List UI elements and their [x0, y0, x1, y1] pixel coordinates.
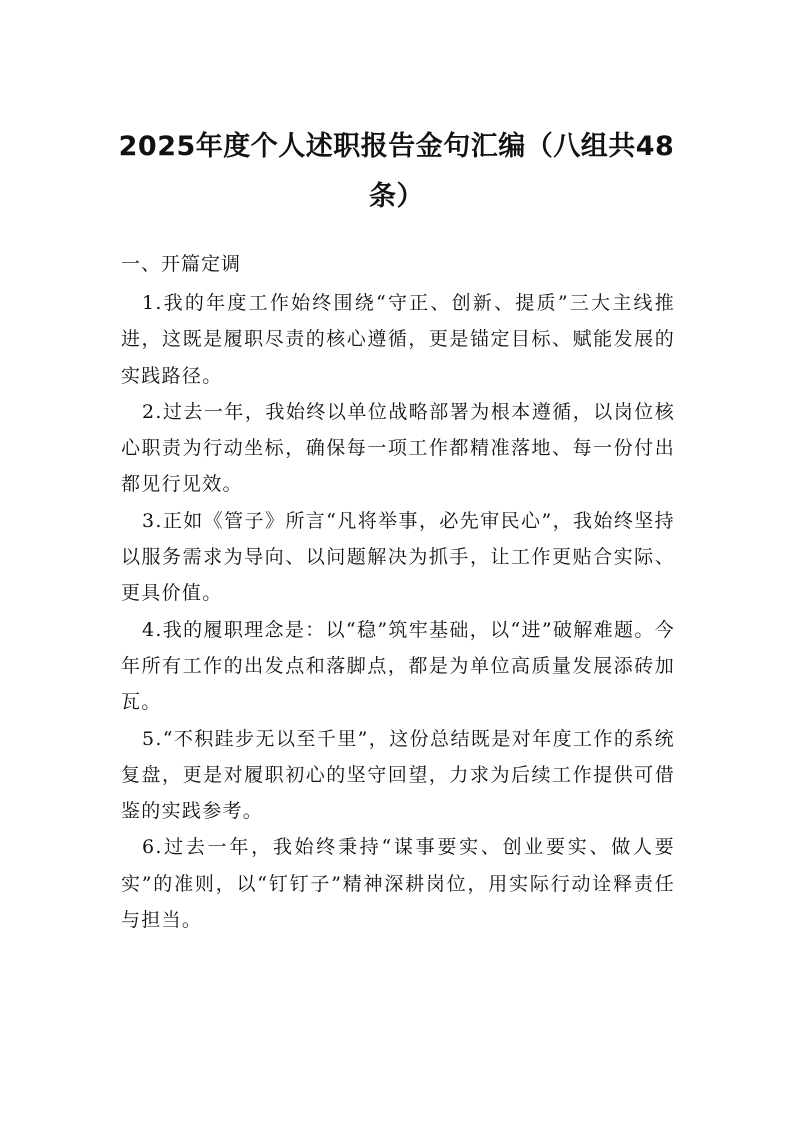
- document-title: 2025年度个人述职报告金句汇编（八组共48条）: [118, 131, 675, 212]
- paragraph-2: 2.过去一年，我始终以单位战略部署为根本遵循，以岗位核心职责为行动坐标，确保每一项工作都精准落地、每一份付出都见行见效。: [121, 400, 675, 496]
- paragraph-5: 5.“不积跬步无以至千里”，这份总结既是对年度工作的系统复盘，更是对履职初心的坚守回望，力求为后续工作提供可借鉴的实践参考。: [121, 727, 675, 823]
- document-body: [121, 285, 675, 938]
- paragraph-6: 6.过去一年，我始终秉持“谋事要实、创业要实、做人要实”的准则，以“钉钉子”精神深耕岗位，用实际行动诠释责任与担当。: [121, 836, 675, 932]
- paragraph-1: 1.我的年度工作始终围绕“守正、创新、提质”三大主线推进，这既是履职尽责的核心遵循，更是锚定目标、赋能发展的实践路径。: [121, 292, 675, 387]
- paragraph-3: 3.正如《管子》所言“凡将举事，必先审民心”，我始终坚持以服务需求为导向、以问题解决为抓手，让工作更贴合实际、更具价值。: [121, 509, 675, 605]
- paragraph-4: 4.我的履职理念是：以“稳”筑牢基础，以“进”破解难题。今年所有工作的出发点和落脚点，都是为单位高质量发展添砖加瓦。: [121, 618, 675, 714]
- section-heading: 一、开篇定调: [121, 253, 242, 275]
